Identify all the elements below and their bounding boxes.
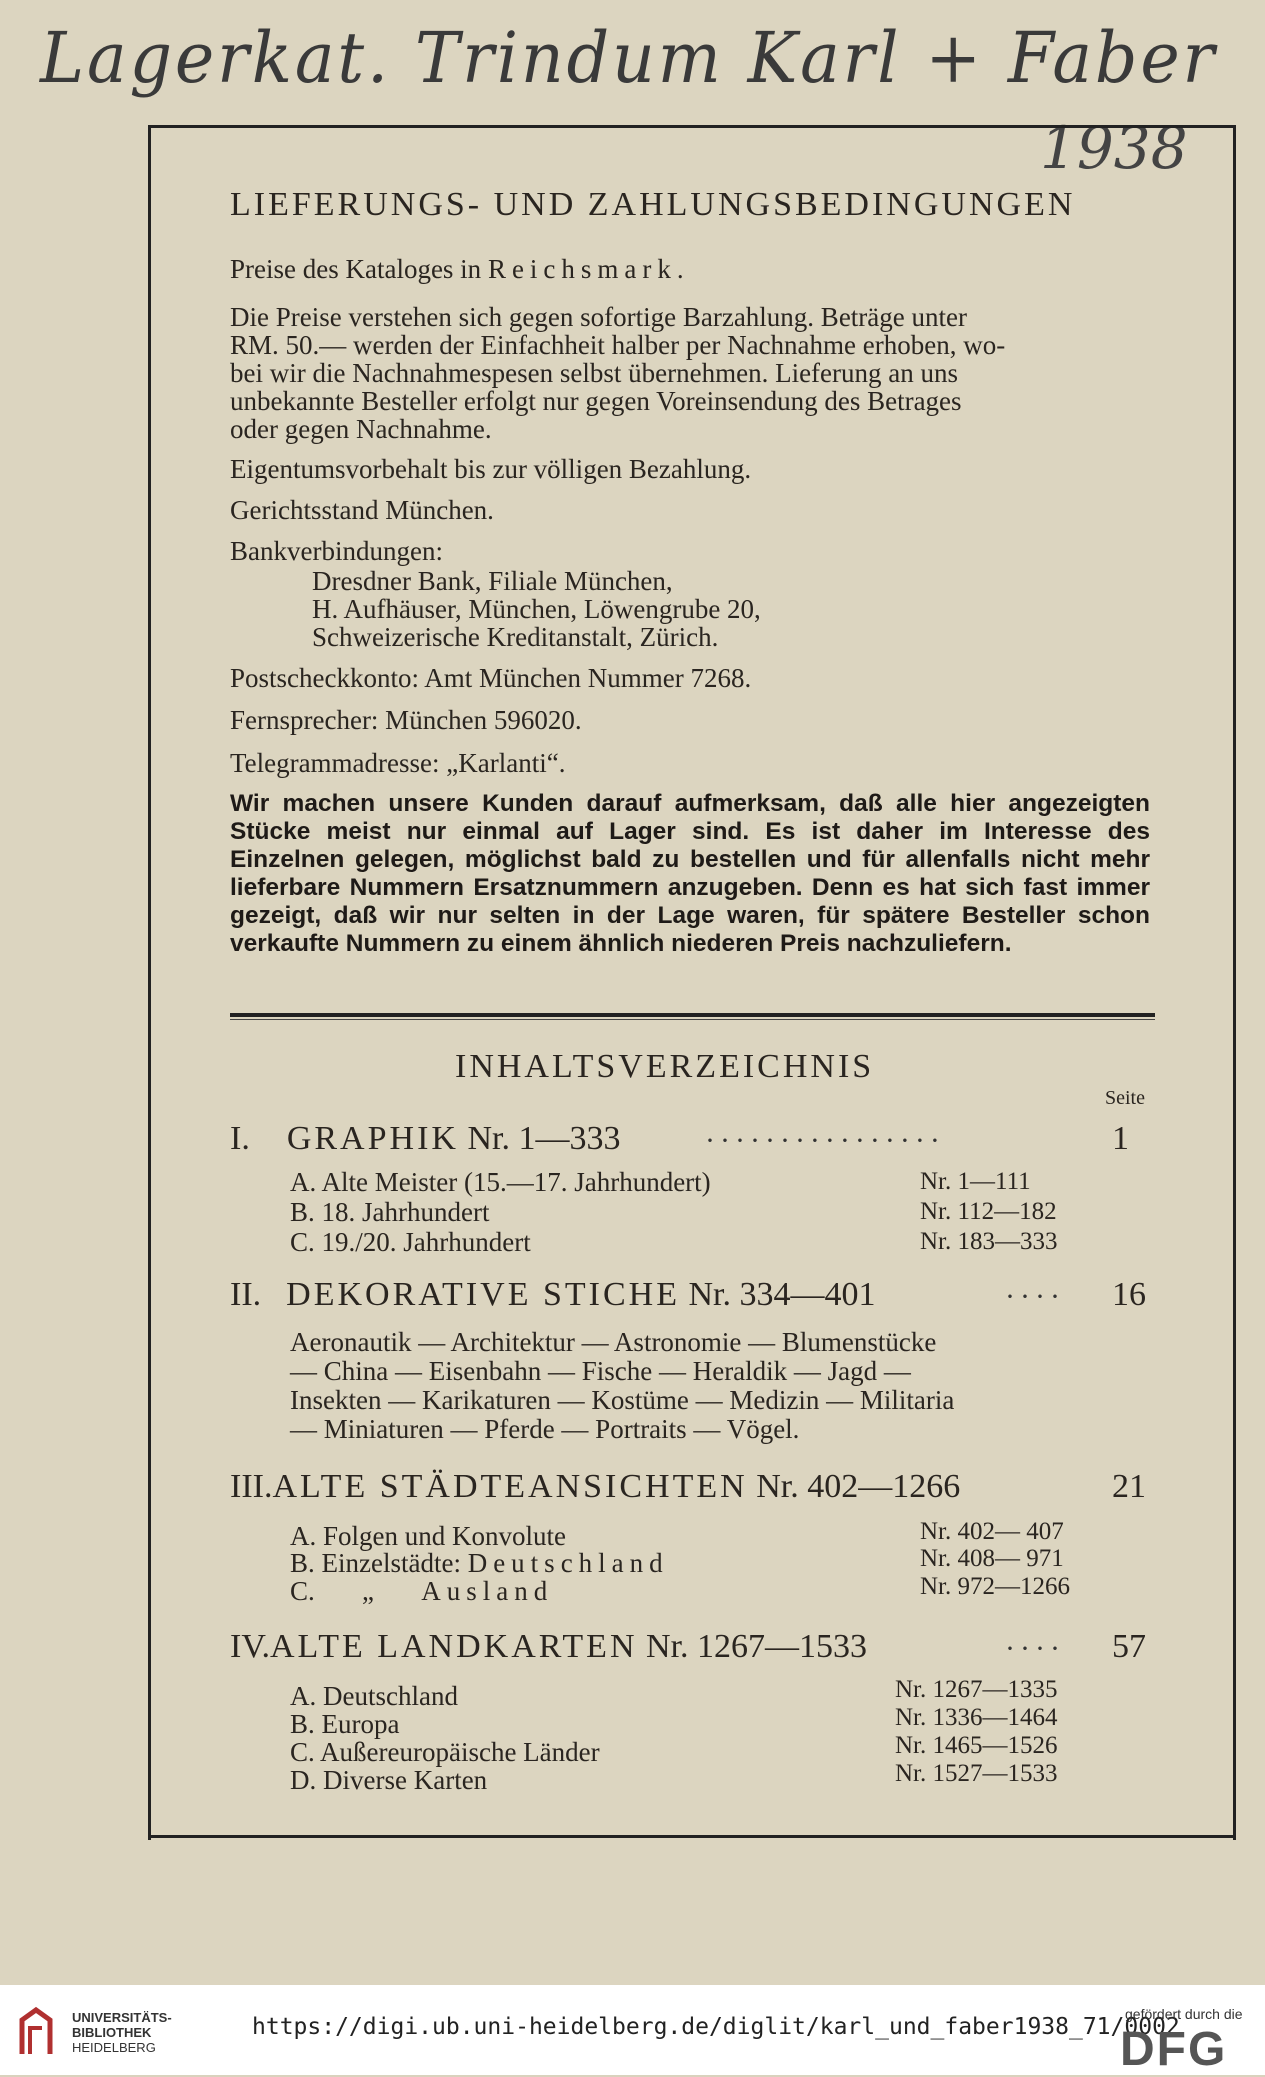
toc-item: A. Alte Meister (15.—17. Jahrhundert) (290, 1167, 711, 1197)
toc-item-range: Nr. 1336—1464 (895, 1704, 1058, 1731)
leader-dots: ···· (1005, 1632, 1065, 1665)
toc-item-range: Nr. 112—182 (920, 1198, 1057, 1225)
divider (230, 1013, 1155, 1017)
subject-line: — Miniaturen — Pferde — Portraits — Vögel. (290, 1414, 800, 1444)
section-name: GRAPHIK (286, 1120, 459, 1157)
library-logo-icon (16, 2006, 56, 2060)
payment-line: Die Preise verstehen sich gegen sofortige Barzahlung. Beträge unter (230, 302, 967, 332)
jurisdiction-line: Gerichtsstand München. (230, 495, 494, 525)
toc-item-range: Nr. 1—111 (920, 1168, 1031, 1195)
section-name: ALTE LANDKARTEN (270, 1628, 638, 1665)
section-name: ALTE STÄDTEANSICHTEN (272, 1468, 748, 1505)
document-url-link[interactable]: https://digi.ub.uni-heidelberg.de/diglit/karl_und_faber1938_71/0002 (252, 2014, 1180, 2040)
phone-line: Fernsprecher: München 596020. (230, 705, 582, 735)
toc-item: C. 19./20. Jahrhundert (290, 1227, 531, 1257)
leader-dots: ···· (1005, 1280, 1065, 1313)
subject-list (290, 1328, 954, 1444)
toc-item: C. „ Ausland (290, 1576, 554, 1606)
toc-section: IV.ALTE LANDKARTEN Nr. 1267—1533 (230, 1628, 868, 1665)
ownership-line: Eigentumsvorbehalt bis zur völligen Bezahlung. (230, 454, 752, 484)
toc-section: I. GRAPHIK Nr. 1—333 (230, 1120, 621, 1157)
toc-item: B. Europa (290, 1709, 400, 1739)
toc-item-range: Nr. 408— 971 (920, 1545, 1064, 1572)
dfg-logo: DFG (1120, 2023, 1228, 2076)
payment-line: oder gegen Nachnahme. (230, 414, 492, 444)
toc-item-range: Nr. 972—1266 (920, 1573, 1070, 1600)
divider-thin (230, 1019, 1155, 1020)
bank-entry: Dresdner Bank, Filiale München, (312, 566, 673, 596)
subject-line: Aeronautik — Architektur — Astronomie — Blumenstücke (290, 1327, 937, 1357)
toc-item: B. 18. Jahrhundert (290, 1197, 490, 1227)
section-page: 21 (1112, 1468, 1146, 1505)
section-page: 57 (1112, 1628, 1146, 1665)
toc-title: INHALTSVERZEICHNIS (455, 1048, 875, 1085)
section-page: 16 (1112, 1276, 1146, 1313)
bank-entry: Schweizerische Kreditanstalt, Zürich. (312, 622, 719, 652)
subject-line: — China — Eisenbahn — Fische — Heraldik — Jagd — (290, 1356, 911, 1386)
conditions-title: LIEFERUNGS- UND ZAHLUNGSBEDINGUNGEN (230, 186, 1076, 223)
toc-item: D. Diverse Karten (290, 1765, 488, 1795)
section-range: Nr. 1267—1533 (646, 1628, 868, 1665)
telegram-line: Telegrammadresse: „Karlanti“. (230, 748, 566, 778)
toc-item-range: Nr. 1527—1533 (895, 1760, 1058, 1787)
customer-notice: Wir machen unsere Kunden darauf aufmerksam, daß alle hier angezeigten Stücke meist nur einmal auf Lager sind. Es ist daher im Interesse des Einzelnen gelegen, möglichst bald zu bestellen und für allenfalls nicht mehr lieferbare Nummern Ersatznummern anzugeben. Denn es hat sich fast immer gezeigt, daß wir nur selten in der Lage waren, für spätere Besteller schon verkaufte Nummern zu einem ähnlich niederen Preis nachzuliefern. (230, 790, 1150, 957)
section-name: DEKORATIVE STICHE (286, 1276, 680, 1313)
page-column-header: Seite (1105, 1087, 1145, 1109)
toc-item-range: Nr. 183—333 (920, 1228, 1058, 1255)
bank-label: Bankverbindungen: (230, 536, 443, 566)
page-frame-bottom (148, 1835, 1233, 1838)
library-name: UNIVERSITÄTS- BIBLIOTHEK HEIDELBERG (72, 2010, 172, 2055)
toc-item: A. Deutschland (290, 1681, 458, 1711)
handwritten-note: Lagerkat. Trindum Karl + Faber (40, 17, 1218, 99)
section-range: Nr. 334—401 (688, 1276, 876, 1313)
section-range: Nr. 1—333 (467, 1120, 621, 1157)
toc-item-range: Nr. 1465—1526 (895, 1732, 1058, 1759)
handwritten-year: 1938 (1040, 114, 1188, 182)
currency-label: Reichsmark. (487, 254, 690, 284)
prices-line: Preise des Kataloges in Reichsmark. (230, 254, 690, 284)
section-page: 1 (1112, 1120, 1129, 1157)
toc-item: B. Einzelstädte: Deutschland (290, 1548, 669, 1578)
toc-item-range: Nr. 1267—1335 (895, 1676, 1058, 1703)
payment-line: bei wir die Nachnahmespesen selbst übernehmen. Lieferung an uns (230, 358, 959, 388)
toc-item: C. Außereuropäische Länder (290, 1737, 600, 1767)
toc-section: II. DEKORATIVE STICHE Nr. 334—401 (230, 1276, 876, 1313)
spaced-label: Deutschland (467, 1548, 669, 1578)
toc-item: A. Folgen und Konvolute (290, 1521, 566, 1551)
toc-item-range: Nr. 402— 407 (920, 1518, 1064, 1545)
postal-account: Postscheckkonto: Amt München Nummer 7268. (230, 663, 752, 693)
payment-line: RM. 50.— werden der Einfachheit halber per Nachnahme erhoben, wo- (230, 330, 1006, 360)
subject-line: Insekten — Karikaturen — Kostüme — Medizin — Militaria (290, 1385, 955, 1415)
bank-entry: H. Aufhäuser, München, Löwengrube 20, (312, 594, 761, 624)
section-range: Nr. 402—1266 (756, 1468, 961, 1505)
funding-note: gefördert durch die (1125, 2006, 1243, 2022)
leader-dots: ················ (705, 1124, 945, 1157)
toc-section: III.ALTE STÄDTEANSICHTEN Nr. 402—1266 (230, 1468, 961, 1505)
spaced-label: Ausland (421, 1576, 554, 1606)
payment-line: unbekannte Besteller erfolgt nur gegen Voreinsendung des Betrages (230, 386, 962, 416)
